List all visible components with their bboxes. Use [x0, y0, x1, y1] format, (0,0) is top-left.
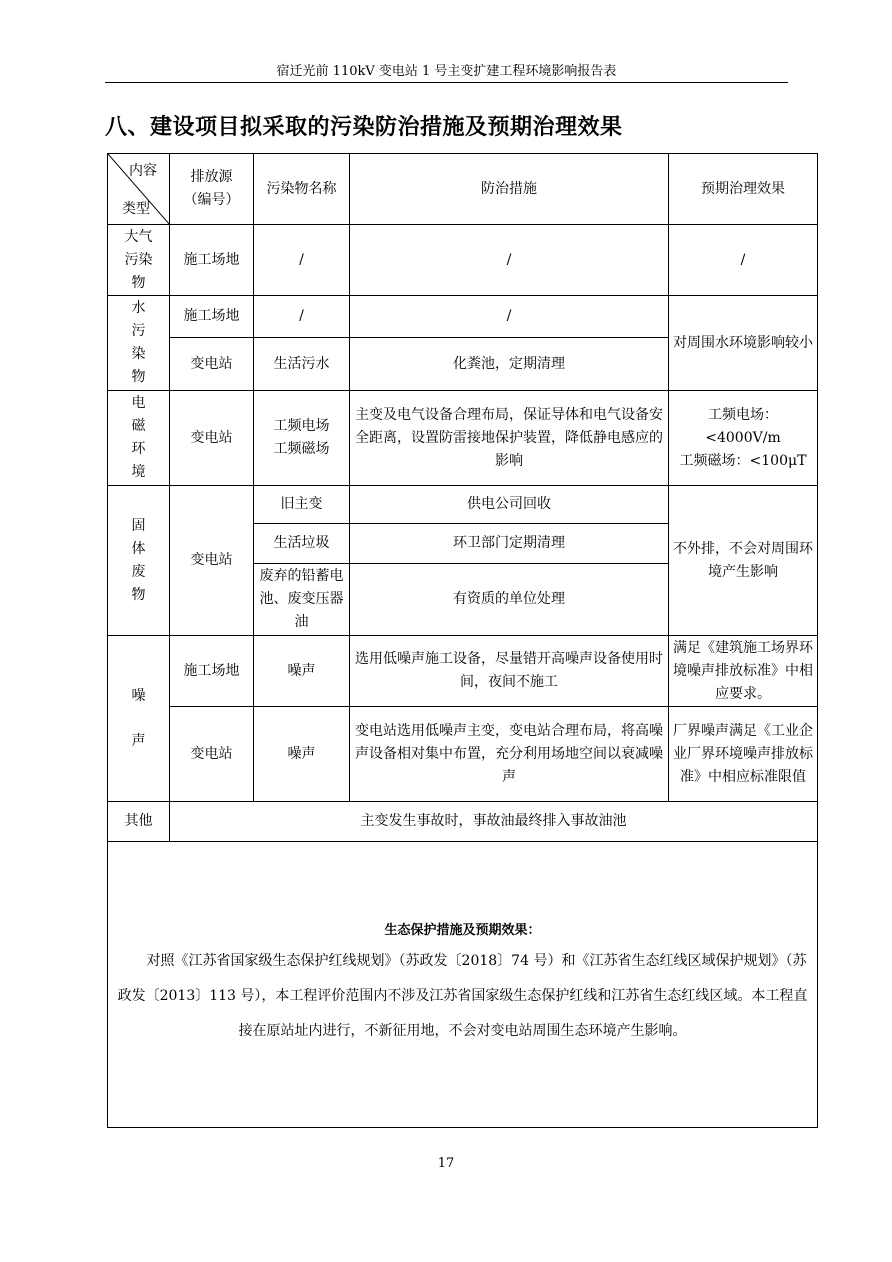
noise-effect-1: 满足《建筑施工场界环境噪声排放标准》中相应要求。 — [669, 636, 818, 707]
table-header-row — [108, 154, 818, 225]
table-row-em — [108, 391, 818, 486]
solid-measures-3: 有资质的单位处理 — [350, 564, 669, 636]
air-pollutant: / — [254, 225, 350, 296]
water-measures-2: 化粪池，定期清理 — [350, 338, 669, 391]
noise-pollutant-1: 噪声 — [254, 636, 350, 707]
air-measures: / — [350, 225, 669, 296]
table-row-solid-1 — [108, 486, 818, 524]
water-measures-1: / — [350, 296, 669, 338]
noise-source-1: 施工场地 — [170, 636, 254, 707]
solid-pollutant-1: 旧主变 — [254, 486, 350, 524]
diag-bottom-label: 类型 — [122, 201, 150, 217]
type-water: 水 污 染 物 — [108, 296, 170, 391]
type-air: 大气 污染 物 — [108, 225, 170, 296]
solid-source: 变电站 — [170, 486, 254, 636]
eco-cell — [108, 842, 818, 1128]
header-source: 排放源 （编号） — [170, 154, 254, 225]
em-pollutant: 工频电场 工频磁场 — [254, 391, 350, 486]
type-em: 电 磁 环 境 — [108, 391, 170, 486]
noise-measures-2: 变电站选用低噪声主变，变电站合理布局，将高噪声设备相对集中布置，充分利用场地空间以衰减噪声 — [350, 707, 669, 802]
eco-heading: 生态保护措施及预期效果： — [384, 923, 541, 938]
type-noise: 噪 声 — [108, 636, 170, 802]
diagonal-header-cell — [108, 154, 170, 225]
noise-source-2: 变电站 — [170, 707, 254, 802]
water-effect: 对周围水环境影响较小 — [669, 296, 818, 391]
em-source: 变电站 — [170, 391, 254, 486]
noise-measures-1: 选用低噪声施工设备，尽量错开高噪声设备使用时间，夜间不施工 — [350, 636, 669, 707]
other-content: 主变发生事故时，事故油最终排入事故油池 — [170, 802, 818, 842]
noise-pollutant-2: 噪声 — [254, 707, 350, 802]
table-row-noise-1 — [108, 636, 818, 707]
page-number: 17 — [437, 1156, 455, 1171]
solid-measures-1: 供电公司回收 — [350, 486, 669, 524]
header-pollutant: 污染物名称 — [254, 154, 350, 225]
pollution-measures-table — [107, 153, 818, 1128]
em-measures: 主变及电气设备合理布局，保证导体和电气设备安全距离，设置防雷接地保护装置，降低静电感应的影响 — [350, 391, 669, 486]
header-effect: 预期治理效果 — [669, 154, 818, 225]
running-header: 宿迁光前 110kV 变电站 1 号主变扩建工程环境影响报告表 — [276, 64, 617, 79]
em-effect: 工频电场： <4000V/m 工频磁场：<100μT — [669, 391, 818, 486]
table-row-other — [108, 802, 818, 842]
noise-effect-2: 厂界噪声满足《工业企业厂界环境噪声排放标准》中相应标准限值 — [669, 707, 818, 802]
table-row-noise-2 — [108, 707, 818, 802]
table-row-eco — [108, 842, 818, 1128]
header-measures: 防治措施 — [350, 154, 669, 225]
section-title: 八、建设项目拟采取的污染防治措施及预期治理效果 — [105, 115, 623, 140]
air-source: 施工场地 — [170, 225, 254, 296]
air-effect: / — [669, 225, 818, 296]
water-source-2: 变电站 — [170, 338, 254, 391]
solid-pollutant-2: 生活垃圾 — [254, 524, 350, 564]
solid-effect: 不外排，不会对周围环境产生影响 — [669, 486, 818, 636]
type-other: 其他 — [108, 802, 170, 842]
water-source-1: 施工场地 — [170, 296, 254, 338]
eco-body: 对照《江苏省国家级生态保护红线规划》（苏政发〔2018〕74 号）和《江苏省生态红线区域保护规划》（苏政发〔2013〕113 号），本工程评价范围内不涉及江苏省国家级生态保护红线和江苏省生态红线区域。本工程直接在原站址内进行，不新征用地，不会对变电站周围生态环境产生影响。 — [117, 953, 808, 1039]
water-pollutant-1: / — [254, 296, 350, 338]
table-row-air — [108, 225, 818, 296]
type-solid: 固 体 废 物 — [108, 486, 170, 636]
solid-pollutant-3: 废弃的铅蓄电池、废变压器油 — [254, 564, 350, 636]
table-row-water-1 — [108, 296, 818, 338]
water-pollutant-2: 生活污水 — [254, 338, 350, 391]
header-rule — [105, 82, 788, 83]
solid-measures-2: 环卫部门定期清理 — [350, 524, 669, 564]
diag-top-label: 内容 — [129, 163, 157, 179]
